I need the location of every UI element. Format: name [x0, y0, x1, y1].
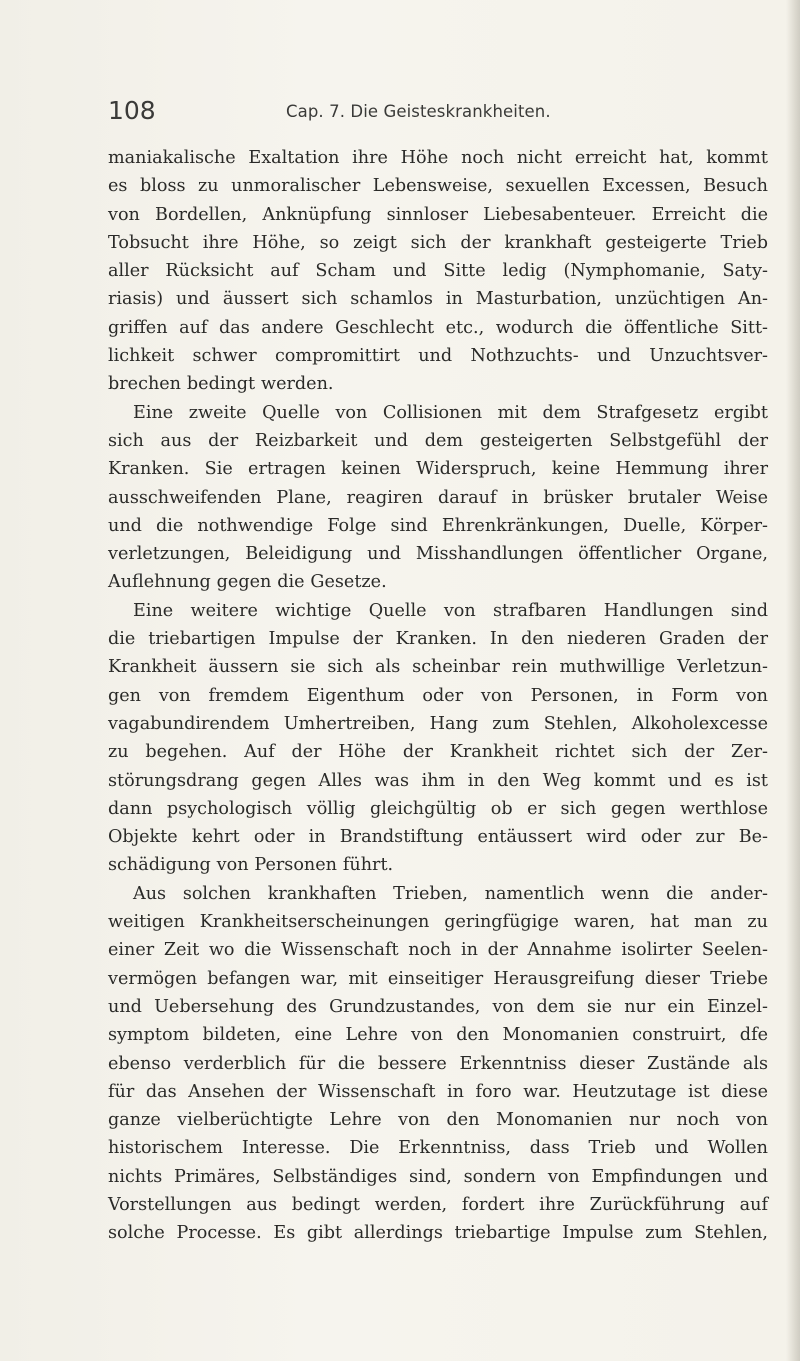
text-line: riasis) und äussert sich schamlos in Masturbation, unzüchtigen An- — [108, 289, 768, 310]
text-line: es bloss zu unmoralischer Lebensweise, sexuellen Excessen, Besuch — [108, 176, 768, 197]
text-line: solche Processe. Es gibt allerdings triebartige Impulse zum Stehlen, — [108, 1223, 768, 1244]
text-line: Kranken. Sie ertragen keinen Widerspruch, keine Hemmung ihrer — [108, 459, 768, 480]
body-text — [108, 144, 768, 1248]
paragraph-3 — [108, 597, 768, 880]
text-line: Eine weitere wichtige Quelle von strafbaren Handlungen sind — [133, 600, 768, 621]
text-line: einer Zeit wo die Wissenschaft noch in der Annahme isolirter Seelen- — [108, 940, 768, 961]
paragraph-4 — [108, 880, 768, 1248]
text-line: ausschweifenden Plane, reagiren darauf in brüsker brutaler Weise — [108, 487, 768, 508]
text-line: und Uebersehung des Grundzustandes, von dem sie nur ein Einzel- — [108, 996, 768, 1017]
text-line: von Bordellen, Anknüpfung sinnloser Liebesabenteuer. Erreicht die — [108, 204, 768, 225]
text-line: zu begehen. Auf der Höhe der Krankheit richtet sich der Zer- — [108, 742, 768, 763]
text-line: störungsdrang gegen Alles was ihm in den Weg kommt und es ist — [108, 770, 768, 791]
text-line: aller Rücksicht auf Scham und Sitte ledig (Nymphomanie, Saty- — [108, 261, 768, 282]
text-line: Tobsucht ihre Höhe, so zeigt sich der krankhaft gesteigerte Trieb — [108, 232, 768, 253]
text-line: maniakalische Exaltation ihre Höhe noch nicht erreicht hat, kommt — [108, 148, 768, 168]
running-head: Cap. 7. Die Geisteskrankheiten. — [286, 102, 551, 121]
text-line: und die nothwendige Folge sind Ehrenkränkungen, Duelle, Körper- — [108, 515, 768, 536]
text-line: Aus solchen krankhaften Trieben, namentlich wenn die ander- — [133, 883, 768, 904]
text-line: symptom bildeten, eine Lehre von den Monomanien construirt, dfe — [108, 1025, 768, 1046]
page-number: 108 — [108, 96, 156, 125]
text-line: historischem Interesse. Die Erkenntniss, dass Trieb und Wollen — [108, 1138, 768, 1159]
text-line: nichts Primäres, Selbständiges sind, sondern von Empfindungen und — [108, 1166, 768, 1187]
text-line: verletzungen, Beleidigung und Misshandlungen öffentlicher Organe, — [108, 544, 768, 565]
paragraph-2 — [108, 399, 768, 597]
text-line: Objekte kehrt oder in Brandstiftung entäussert wird oder zur Be- — [108, 827, 768, 848]
page-edge-shadow — [786, 0, 800, 1361]
text-line: sich aus der Reizbarkeit und dem gesteigerten Selbstgefühl der — [108, 430, 768, 451]
text-line: für das Ansehen der Wissenschaft in foro war. Heutzutage ist diese — [108, 1081, 768, 1102]
text-line: weitigen Krankheitserscheinungen geringfügige waren, hat man zu — [108, 912, 768, 933]
page-header — [108, 96, 768, 130]
text-line: brechen bedingt werden. — [108, 374, 334, 395]
text-line: die triebartigen Impulse der Kranken. In den niederen Graden der — [108, 629, 768, 650]
text-line: Vorstellungen aus bedingt werden, fordert ihre Zurückführung auf — [108, 1194, 768, 1215]
text-line: Auflehnung gegen die Gesetze. — [108, 572, 387, 593]
text-line: lichkeit schwer compromittirt und Nothzuchts- und Unzuchtsver- — [108, 346, 768, 367]
text-line: vermögen befangen war, mit einseitiger Herausgreifung dieser Triebe — [108, 968, 768, 989]
text-line: Krankheit äussern sie sich als scheinbar rein muthwillige Verletzun- — [108, 657, 768, 678]
text-line: ebenso verderblich für die bessere Erkenntniss dieser Zustände als — [108, 1053, 768, 1074]
paragraph-1 — [108, 144, 768, 399]
text-line: griffen auf das andere Geschlecht etc., wodurch die öffentliche Sitt- — [108, 317, 768, 338]
text-line: Eine zweite Quelle von Collisionen mit dem Strafgesetz ergibt — [133, 402, 768, 423]
text-line: vagabundirendem Umhertreiben, Hang zum Stehlen, Alkoholexcesse — [108, 713, 768, 734]
text-line: gen von fremdem Eigenthum oder von Personen, in Form von — [108, 685, 768, 706]
text-line: dann psychologisch völlig gleichgültig ob er sich gegen werthlose — [108, 798, 768, 819]
text-line: ganze vielberüchtigte Lehre von den Monomanien nur noch von — [108, 1110, 768, 1131]
text-line: schädigung von Personen führt. — [108, 855, 394, 876]
